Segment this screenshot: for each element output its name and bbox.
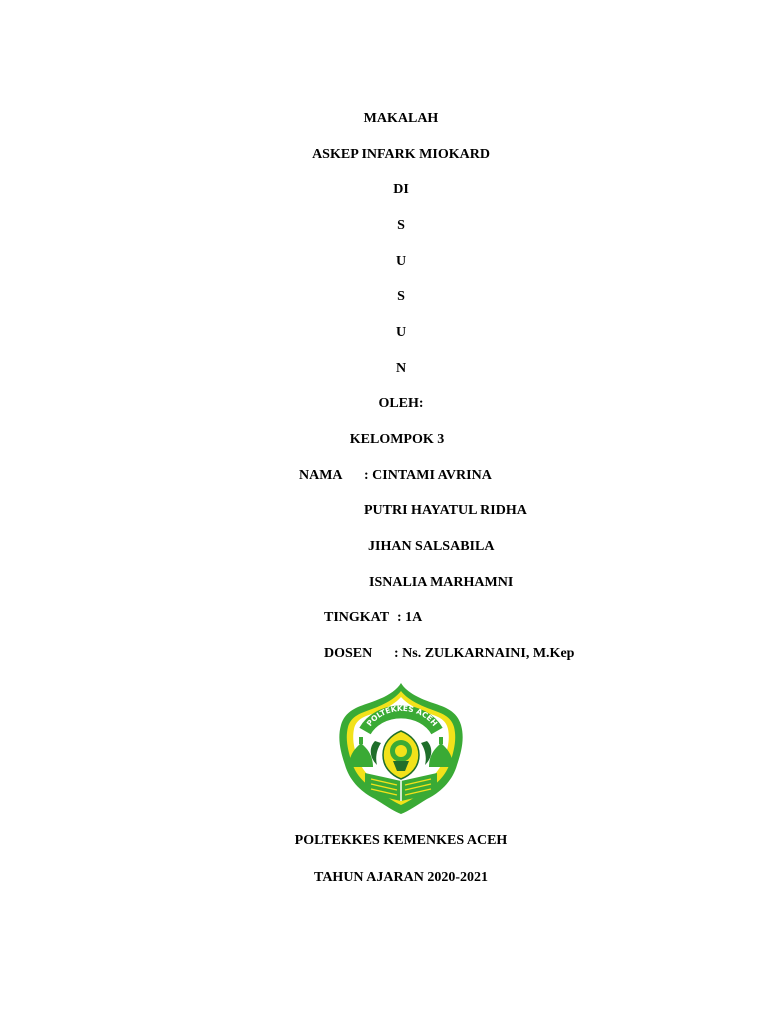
dosen-label: DOSEN bbox=[324, 646, 373, 661]
doc-subtitle: ASKEP INFARK MIOKARD bbox=[312, 147, 490, 162]
tingkat-label: TINGKAT bbox=[324, 610, 390, 625]
susun-letter: N bbox=[395, 361, 407, 376]
institution-name: POLTEKKES KEMENKES ACEH bbox=[294, 833, 508, 848]
member-name: PUTRI HAYATUL RIDHA bbox=[364, 503, 527, 518]
poltekkes-emblem-icon bbox=[335, 681, 467, 815]
member-name: JIHAN SALSABILA bbox=[368, 539, 495, 554]
doc-oleh: OLEH: bbox=[378, 396, 424, 411]
academic-year: TAHUN AJARAN 2020-2021 bbox=[314, 870, 488, 885]
susun-letter: U bbox=[395, 254, 407, 269]
doc-di: DI bbox=[393, 182, 409, 197]
doc-group: KELOMPOK 3 bbox=[349, 432, 445, 447]
nama-label: NAMA bbox=[299, 468, 343, 483]
susun-letter: S bbox=[397, 289, 405, 304]
nama-first-member: : CINTAMI AVRINA bbox=[364, 468, 492, 483]
member-name: ISNALIA MARHAMNI bbox=[369, 575, 514, 590]
logo-arc-text: POLTEKKES ACEH bbox=[364, 703, 440, 728]
tingkat-value: : 1A bbox=[397, 610, 423, 625]
doc-title: MAKALAH bbox=[363, 111, 439, 126]
poltekkes-logo bbox=[335, 681, 467, 815]
susun-letter: S bbox=[397, 218, 405, 233]
susun-letter: U bbox=[395, 325, 407, 340]
dosen-value: : Ns. ZULKARNAINI, M.Kep bbox=[394, 646, 575, 661]
